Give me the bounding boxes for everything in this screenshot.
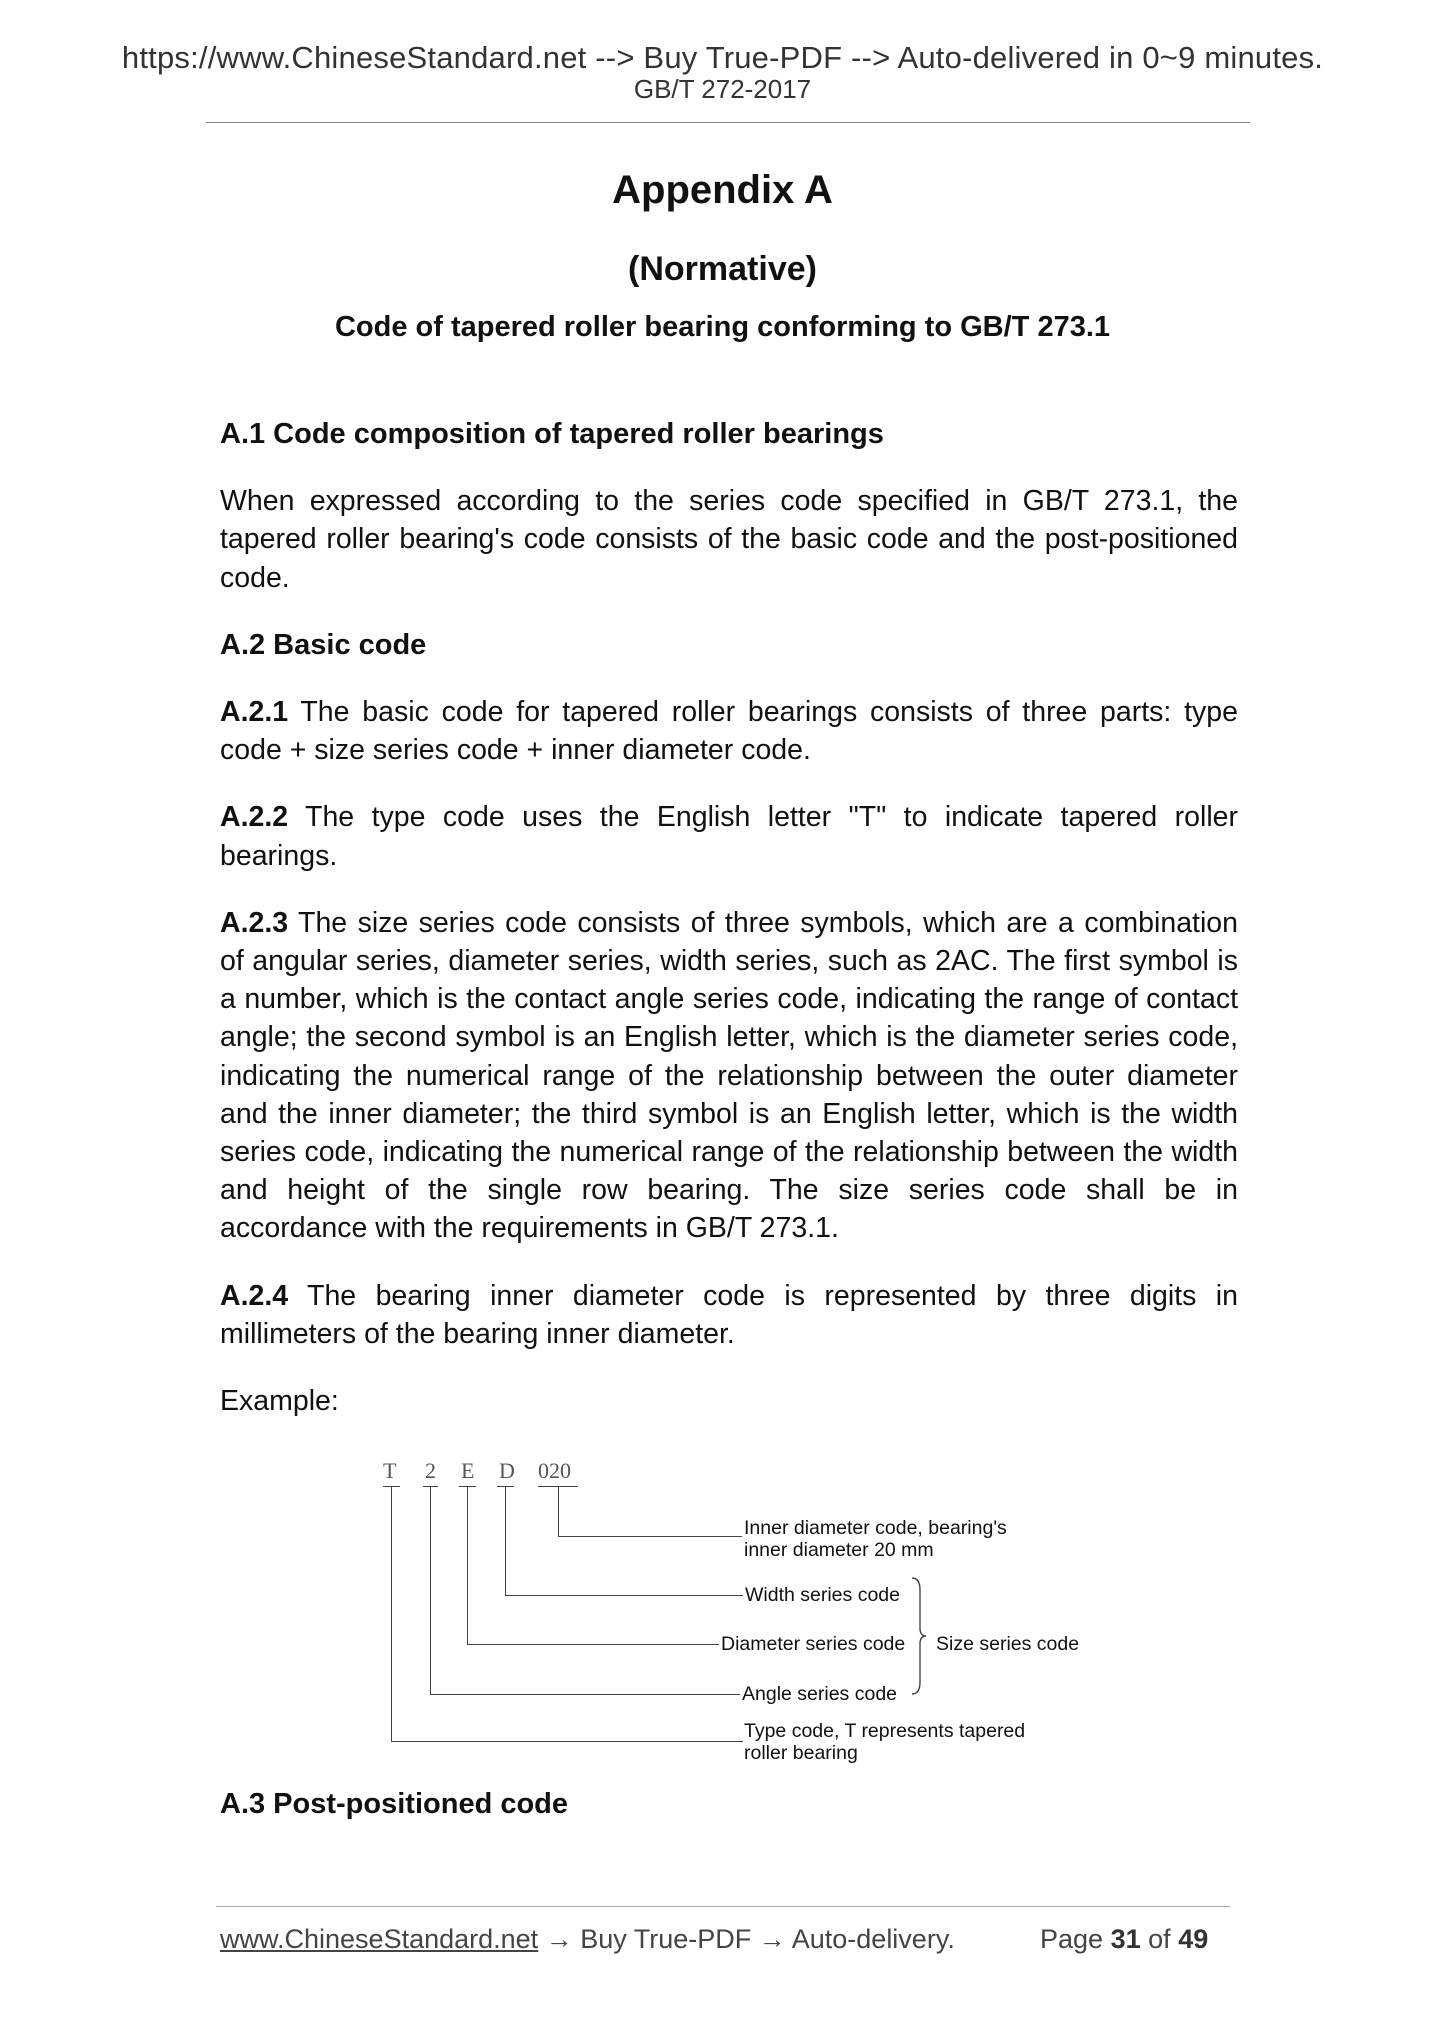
section-a1-heading: A.1 Code composition of tapered roller bearings [220, 418, 884, 450]
diagram-symbol-angle: 2 [425, 1458, 436, 1483]
diagram-label-width: Width series code [745, 1584, 900, 1606]
standard-number: GB/T 272-2017 [633, 74, 812, 104]
clause-a23-number: A.2.3 [220, 906, 289, 939]
bearing-code-diagram [370, 1458, 1090, 1764]
diagram-label-type-line2: roller bearing [744, 1742, 858, 1764]
diagram-lead-width-vertical [505, 1486, 506, 1595]
diagram-lead-inner-vertical [558, 1486, 559, 1536]
diagram-symbol-diameter: E [461, 1458, 475, 1483]
document-body [220, 415, 1238, 1449]
appendix-title: Appendix A [612, 168, 833, 212]
page-total: 49 [1178, 1924, 1209, 1954]
clause-a23-text: The size series code consists of three symbols, which are a combination of angular series, diameter series, width series, such as 2AC. The first symbol is a number, which is the contact angle series code, indicating the range of contact angle; the second symbol is an English letter, which is the diameter series code, indicating the numerical range of the relationship between the outer diameter and the inner diameter; the third symbol is an English letter, which is the width series code, indicating the numerical range of the relationship between the width and height of the single row bearing. The size series code shall be in accordance with the requirements in GB/T 273.1. [220, 906, 1238, 1245]
section-a2-heading: A.2 Basic code [220, 628, 427, 661]
diagram-lead-angle-vertical [430, 1486, 431, 1694]
header-banner: https://www.ChineseStandard.net --> Buy True-PDF --> Auto-delivered in 0~9 minutes. [121, 40, 1324, 75]
footer-site-link[interactable]: www.ChineseStandard.net [220, 1924, 539, 1954]
diagram-lead-angle-horizontal [430, 1694, 740, 1695]
clause-a22 [220, 798, 1238, 874]
section-a3-heading: A.3 Post-positioned code [220, 1788, 569, 1820]
diagram-lead-width-horizontal [505, 1595, 743, 1596]
diagram-label-inner-line1: Inner diameter code, bearing's [744, 1517, 1007, 1539]
footer-promo-text: → Buy True-PDF → Auto-delivery. [538, 1924, 955, 1954]
clause-a24-number: A.2.4 [220, 1279, 289, 1312]
diagram-lead-inner-horizontal [558, 1536, 742, 1537]
diagram-symbol-type: T [383, 1458, 397, 1483]
diagram-symbol-width: D [499, 1458, 515, 1483]
diagram-label-type-line1: Type code, T represents tapered [744, 1720, 1026, 1742]
clause-a22-number: A.2.2 [220, 801, 289, 834]
of-word: of [1148, 1924, 1171, 1954]
example-label: Example: [220, 1385, 339, 1418]
clause-a23 [220, 904, 1238, 1248]
page-indicator [1040, 1924, 1208, 1955]
appendix-subtitle: Code of tapered roller bearing conforming to GB/T 273.1 [334, 311, 1111, 343]
diagram-label-angle: Angle series code [742, 1683, 898, 1705]
clause-a21 [220, 693, 1238, 769]
diagram-lead-type-vertical [391, 1486, 392, 1741]
clause-a24 [220, 1277, 1238, 1353]
diagram-symbol-inner-diameter: 020 [538, 1458, 571, 1483]
footer-promo [220, 1924, 955, 1955]
diagram-label-size-series: Size series code [936, 1633, 1080, 1655]
diagram-label-inner-line2: inner diameter 20 mm [744, 1539, 934, 1561]
diagram-lead-diameter-horizontal [467, 1644, 719, 1645]
section-a1-text: When expressed according to the series code specified in GB/T 273.1, the tapered roller bearing's code consists of the basic code and the post-positioned code. [220, 485, 1238, 594]
header-divider [206, 122, 1250, 123]
diagram-lead-diameter-vertical [467, 1486, 468, 1644]
page-word: Page [1040, 1924, 1104, 1954]
diagram-lead-type-horizontal [391, 1741, 743, 1742]
normative-label: (Normative) [628, 250, 817, 288]
clause-a21-text: The basic code for tapered roller bearings consists of three parts: type code + size series code + inner diameter code. [220, 696, 1238, 767]
page-number: 31 [1110, 1924, 1141, 1954]
diagram-label-diameter: Diameter series code [721, 1633, 906, 1655]
clause-a21-number: A.2.1 [220, 696, 289, 729]
footer-divider [216, 1906, 1230, 1907]
clause-a24-text: The bearing inner diameter code is represented by three digits in millimeters of the bearing inner diameter. [220, 1279, 1238, 1350]
size-series-brace-icon [910, 1576, 930, 1696]
clause-a22-text: The type code uses the English letter "T" to indicate tapered roller bearings. [220, 801, 1238, 872]
